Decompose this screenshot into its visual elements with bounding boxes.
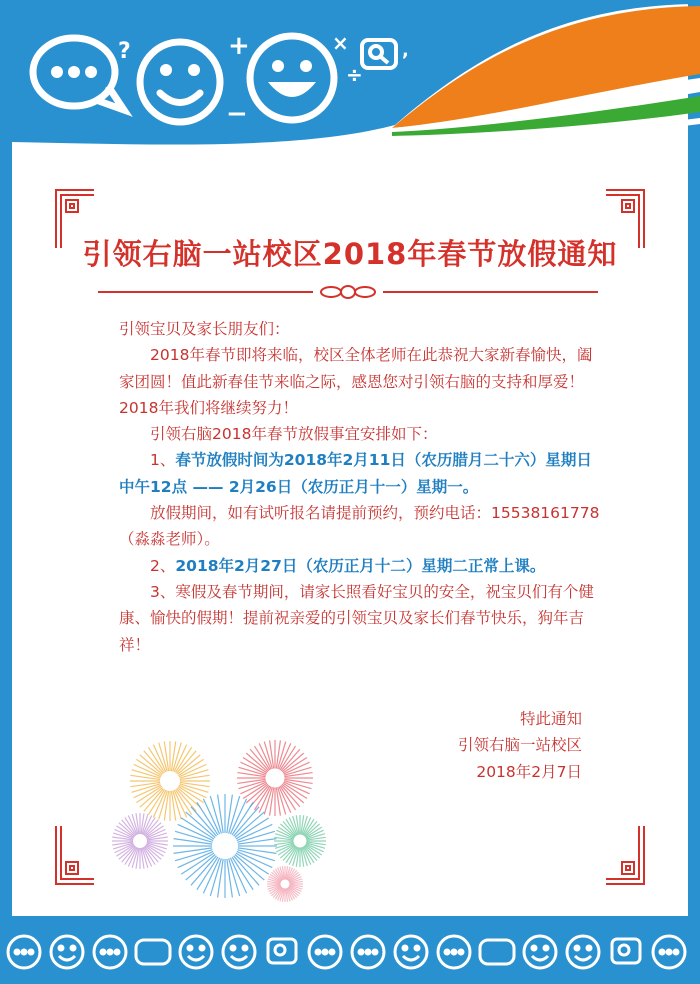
smiley-face-icon — [567, 936, 599, 968]
greeting: 引领宝贝及家长朋友们： — [119, 320, 290, 338]
search-bubble-icon — [268, 939, 296, 963]
item-safety-wishes: 3、寒假及春节期间，请家长照看好宝贝的安全，祝宝贝们有个健康、愉快的假期！提前祝亲爱的引领宝贝及家长们春节快乐，狗年吉祥！ — [119, 582, 594, 654]
fireworks-illustration — [100, 736, 340, 906]
plus-icon: + — [228, 31, 250, 61]
item-1-number: 1、 — [150, 451, 176, 470]
minus-icon: − — [226, 99, 248, 129]
smiley-face-icon — [223, 936, 255, 968]
sign-notice: 特此通知 — [519, 710, 582, 728]
ellipsis-speech-bubble-icon — [136, 940, 170, 964]
search-bubble-icon — [612, 939, 640, 963]
sign-school: 引领右脑一站校区 — [457, 736, 582, 755]
notice-title: 引领右脑一站校区2018年春节放假通知 — [82, 237, 618, 271]
bottom-icon-strip — [0, 916, 700, 984]
sign-date: 2018年2月7日 — [476, 762, 582, 781]
paragraph-arrangement: 引领右脑2018年春节放假事宜安排如下： — [150, 425, 438, 444]
corner-ornament-bottom-left — [52, 824, 96, 888]
ellipsis-speech-bubble-icon — [438, 936, 470, 968]
notice-body — [119, 316, 607, 658]
smiley-face-icon — [51, 936, 83, 968]
item-booking-note: 放假期间，如有试听报名请提前预约，预约电话：15538161778（淼淼老师）。 — [119, 504, 600, 549]
item-2-number: 2、 — [150, 556, 176, 575]
signature-block — [458, 706, 582, 785]
top-banner — [0, 0, 700, 160]
svg-text:,: , — [402, 40, 409, 61]
ellipsis-speech-bubble-icon — [8, 936, 40, 968]
holiday-period-text: 春节放假时间为2018年2月11日（农历腊月二十六）星期日中午12点 —— 2月26日（农历正月十一）星期一。 — [119, 451, 592, 496]
ellipsis-speech-bubble-icon — [309, 936, 341, 968]
times-icon: × — [332, 31, 349, 55]
smiley-face-icon — [180, 936, 212, 968]
corner-ornament-bottom-right — [604, 824, 648, 888]
item-resume-classes — [119, 553, 607, 579]
ellipsis-speech-bubble-icon — [94, 936, 126, 968]
ellipsis-speech-bubble-icon — [352, 936, 384, 968]
question-mark-icon: ? — [118, 39, 131, 64]
item-holiday-period — [119, 447, 607, 500]
resume-classes-text: 2018年2月27日（农历正月十二）星期二正常上课。 — [175, 556, 546, 575]
divide-icon: ÷ — [346, 63, 363, 87]
smiley-face-icon — [395, 936, 427, 968]
paragraph-intro: 2018年春节即将来临，校区全体老师在此恭祝大家新春愉快，阖家团圆！值此新春佳节来临之际，感恩您对引领右脑的支持和厚爱！2018年我们将继续努力！ — [119, 346, 593, 417]
ellipsis-speech-bubble-icon — [653, 936, 685, 968]
title-divider — [98, 283, 598, 301]
smiley-face-icon — [524, 936, 556, 968]
firework-burst — [112, 740, 326, 902]
ellipsis-speech-bubble-icon — [480, 940, 514, 964]
